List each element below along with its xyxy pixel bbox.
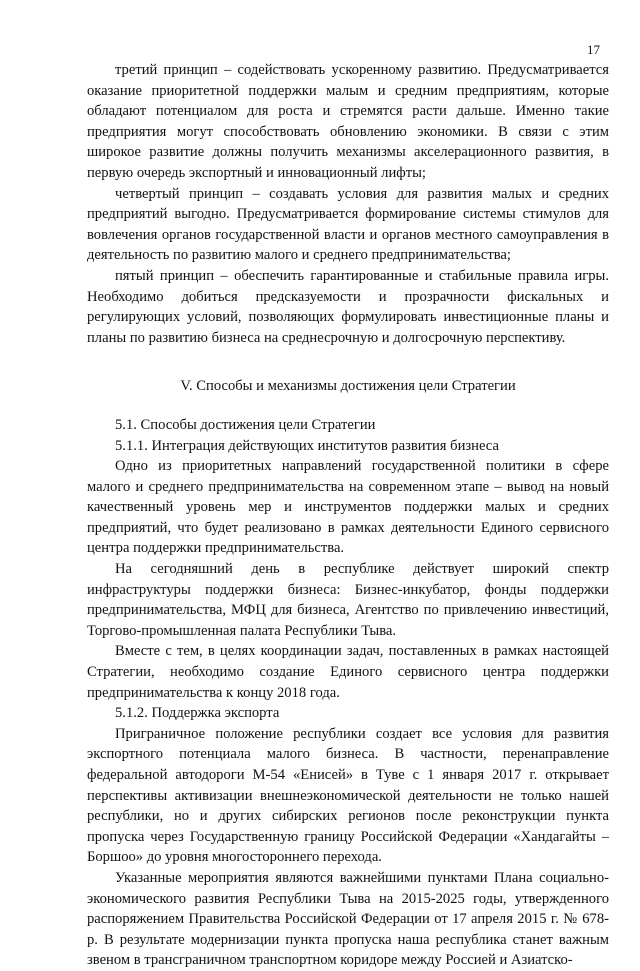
page-body (87, 60, 609, 971)
paragraph-third-principle: третий принцип – содействовать ускоренному развитию. Предусматривается оказание приоритетной поддержки малым и средним предприятиям, которые обладают потенциалом для роста и стремятся расти дальше. Именно такие предприятия могут способствовать обновлению экономики. В связи с этим широкое развитие должны получить механизмы акселерационного развития, в первую очередь экспортный и инновационный лифты; (87, 62, 609, 181)
subsection-title-5-1-1: 5.1.1. Интеграция действующих институтов развития бизнеса (115, 437, 499, 454)
paragraph-priority-direction: Одно из приоритетных направлений государственной политики в сфере малого и среднего предпринимательства на современном этапе – вывод на новый качественный уровень мер и инструментов поддержки малых и средних предприятий, что будет реализовано в рамках деятельности Единого сервисного центра поддержки предпринимательства. (87, 458, 609, 557)
section-heading: V. Способы и механизмы достижения цели Стратегии (180, 378, 516, 395)
paragraph-fifth-principle: пятый принцип – обеспечить гарантированные и стабильные правила игры. Необходимо добиться предсказуемости и прозрачности фискальных и регулирующих условий, позволяющих формулировать инвестиционные планы и планы по развитию бизнеса на среднесрочную и долгосрочную перспективу. (87, 267, 609, 346)
paragraph-fourth-principle: четвертый принцип – создавать условия для развития малых и средних предприятий выгодно. Предусматривается формирование системы стимулов для вовлечения органов государственной власти и органов местного самоуправления в деятельность по развитию малого и среднего предпринимательства; (87, 185, 609, 264)
page-number: 17 (587, 42, 600, 57)
subsection-title-5-1: 5.1. Способы достижения цели Стратегии (115, 416, 376, 433)
paragraph-service-center: Вместе с тем, в целях координации задач, поставленных в рамках настоящей Стратегии, необходимо создание Единого сервисного центра поддержки предпринимательства к концу 2018 года. (87, 643, 609, 701)
paragraph-infrastructure: На сегодняшний день в республике действует широкий спектр инфраструктуры поддержки бизнеса: Бизнес-инкубатор, фонды поддержки предпринимательства, МФЦ для бизнеса, Агентство по привлечению инвестиций, Торгово-промышленная палата Республики Тыва. (87, 561, 609, 639)
paragraph-border-position: Приграничное положение республики создает все условия для развития экспортного потенциала малого бизнеса. В частности, перенаправление федеральной автодороги М-54 «Енисей» в Туве с 1 января 2017 г. открывает перспективы активизации внешнеэкономической деятельности не только нашей республики, но и других сибирских регионов после реконструкции пункта пропуска через Государственную границу Российской Федерации «Хандагайты – Боршоо» до уровня многостороннего перехода. (87, 725, 609, 866)
paragraph-plan-measures: Указанные мероприятия являются важнейшими пунктами Плана социально-экономического развития Республики Тыва на 2015-2025 годы, утвержденного распоряжением Правительства Российской Федерации от 17 апреля 2015 г. № 678-р. В результате модернизации пункта пропуска наша республика станет важным звеном в трансграничном транспортном коридоре между Россией и Азиатско- (87, 869, 609, 969)
subsection-title-5-1-2: 5.1.2. Поддержка экспорта (115, 705, 280, 722)
